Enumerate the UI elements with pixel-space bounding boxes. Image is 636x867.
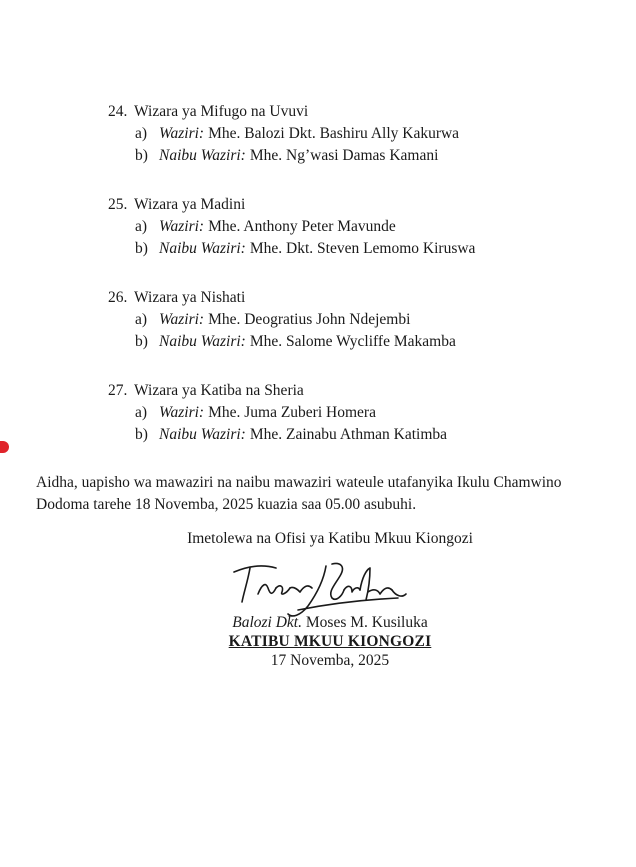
item-letter: b): [135, 333, 148, 350]
announcement-paragraph: [36, 472, 636, 516]
item-role: Naibu Waziri:: [159, 333, 246, 350]
handwritten-signature: [228, 558, 418, 620]
list-item: [108, 309, 456, 331]
item-letter: b): [135, 240, 148, 257]
section-title: Wizara ya Mifugo na Uvuvi: [134, 103, 309, 120]
signer-name-line: [130, 613, 530, 632]
list-item: [108, 331, 456, 353]
item-letter: b): [135, 147, 148, 164]
item-role: Waziri:: [159, 125, 205, 142]
item-letter: a): [135, 311, 148, 328]
item-role: Naibu Waziri:: [159, 240, 246, 257]
signer-name: Moses M. Kusiluka: [305, 614, 428, 631]
item-letter: b): [135, 426, 148, 443]
section-heading: [108, 287, 456, 309]
section-number: 26.: [108, 289, 128, 306]
item-letter: a): [135, 218, 148, 235]
section-24: [108, 101, 459, 167]
paragraph-line: Dodoma tarehe 18 Novemba, 2025 kuazia saa 05.00 asubuhi.: [36, 496, 417, 513]
signer-title: KATIBU MKUU KIONGOZI: [228, 633, 432, 650]
section-title: Wizara ya Nishati: [134, 289, 246, 306]
item-letter: a): [135, 404, 148, 421]
signer-block: [130, 613, 530, 670]
section-heading: [108, 194, 475, 216]
list-item: [108, 238, 475, 260]
section-number: 25.: [108, 196, 128, 213]
item-name: Mhe. Balozi Dkt. Bashiru Ally Kakurwa: [208, 125, 460, 142]
item-role: Waziri:: [159, 218, 205, 235]
item-name: Mhe. Dkt. Steven Lemomo Kiruswa: [249, 240, 476, 257]
section-26: [108, 287, 456, 353]
item-role: Naibu Waziri:: [159, 426, 246, 443]
item-role: Waziri:: [159, 311, 205, 328]
section-number: 27.: [108, 382, 128, 399]
paragraph-line: Aidha, uapisho wa mawaziri na naibu mawaziri wateule utafanyika Ikulu Chamwino: [36, 474, 562, 491]
item-letter: a): [135, 125, 148, 142]
list-item: [108, 123, 459, 145]
item-name: Mhe. Deogratius John Ndejembi: [208, 311, 411, 328]
section-title: Wizara ya Katiba na Sheria: [134, 382, 304, 399]
section-number: 24.: [108, 103, 128, 120]
item-role: Waziri:: [159, 404, 205, 421]
section-27: [108, 380, 447, 446]
section-heading: [108, 101, 459, 123]
item-name: Mhe. Salome Wycliffe Makamba: [249, 333, 456, 350]
item-name: Mhe. Anthony Peter Mavunde: [208, 218, 396, 235]
signer-prefix: Balozi Dkt.: [232, 614, 302, 631]
red-margin-mark: [0, 441, 9, 453]
item-role: Naibu Waziri:: [159, 147, 246, 164]
list-item: [108, 424, 447, 446]
list-item: [108, 402, 447, 424]
issued-by-line: Imetolewa na Ofisi ya Katibu Mkuu Kiongozi: [187, 530, 473, 547]
section-heading: [108, 380, 447, 402]
section-25: [108, 194, 475, 260]
item-name: Mhe. Ng’wasi Damas Kamani: [249, 147, 439, 164]
list-item: [108, 216, 475, 238]
item-name: Mhe. Zainabu Athman Katimba: [249, 426, 448, 443]
list-item: [108, 145, 459, 167]
signing-date: 17 Novemba, 2025: [270, 652, 390, 669]
section-title: Wizara ya Madini: [134, 196, 246, 213]
item-name: Mhe. Juma Zuberi Homera: [208, 404, 376, 421]
